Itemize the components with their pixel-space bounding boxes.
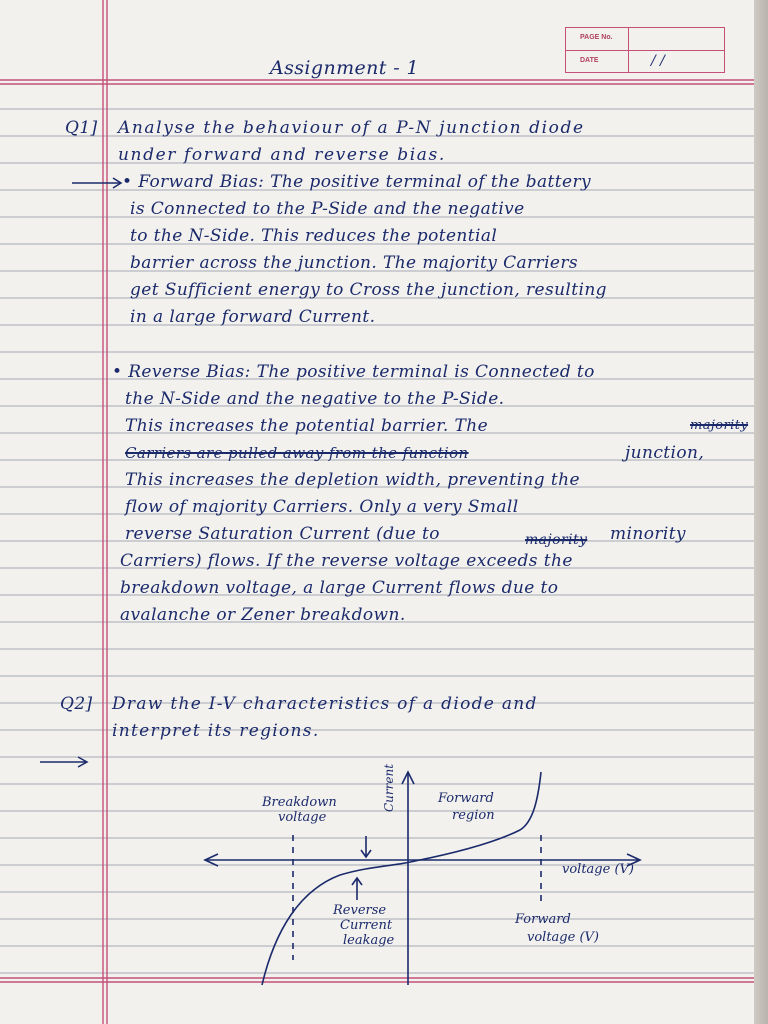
forward-line-6: in a large forward Current.: [130, 307, 376, 327]
forward-voltage-label-2: voltage (V): [527, 930, 599, 945]
forward-line-3: to the N-Side. This reduces the potential: [130, 226, 498, 246]
reverse-line-8: Carriers) flows. If the reverse voltage exceeds the: [120, 551, 573, 571]
reverse-line-2: the N-Side and the negative to the P-Side.: [125, 389, 505, 409]
forward-line-5: get Sufficient energy to Cross the junction, resulting: [130, 280, 607, 300]
reverse-line-1: • Reverse Bias: The positive terminal is Connected to: [112, 362, 595, 382]
forward-line-1: • Forward Bias: The positive terminal of the battery: [122, 172, 591, 192]
q1-line-2: under forward and reverse bias.: [118, 145, 446, 165]
forward-voltage-label-1: Forward: [515, 912, 571, 927]
forward-region-label-1: Forward: [438, 791, 494, 806]
reverse-line-9: breakdown voltage, a large Current flows due to: [120, 578, 559, 598]
struck-phrase: Carriers are pulled away from the function: [125, 444, 469, 462]
current-axis-label: Current: [382, 763, 396, 812]
forward-line-4: barrier across the junction. The majority Carriers: [130, 253, 579, 273]
date-value: / /: [651, 53, 665, 69]
forward-region-label-2: region: [452, 808, 495, 823]
reverse-line-3: This increases the potential barrier. The: [125, 416, 489, 436]
reverse-label-3: leakage: [343, 933, 395, 948]
struck-word-majority-2: majority: [525, 532, 588, 548]
reverse-line-10: avalanche or Zener breakdown.: [120, 605, 406, 625]
reverse-label-2: Current: [340, 918, 393, 933]
reverse-label-1: Reverse: [333, 903, 387, 918]
forward-line-2: is Connected to the P-Side and the negative: [130, 199, 525, 219]
reverse-line-6: flow of majority Carriers. Only a very Small: [125, 497, 519, 517]
breakdown-label-2: voltage: [278, 810, 327, 825]
q1-line-1: Analyse the behaviour of a P-N junction diode: [118, 118, 585, 138]
assignment-title: Assignment - 1: [270, 57, 420, 79]
reverse-line-7: reverse Saturation Current (due to: [125, 524, 440, 544]
breakdown-label-1: Breakdown: [262, 795, 337, 810]
struck-word-majority: majority: [690, 418, 749, 433]
q2-line-1: Draw the I-V characteristics of a diode and: [112, 694, 538, 714]
q2-number: Q2]: [60, 694, 93, 714]
reverse-line-5: This increases the depletion width, preventing the: [125, 470, 580, 490]
date-label: DATE: [580, 57, 599, 64]
page-no-label: PAGE No.: [580, 34, 613, 41]
q1-number: Q1]: [65, 118, 98, 138]
q2-line-2: interpret its regions.: [112, 721, 320, 741]
page-edge: [754, 0, 768, 1024]
voltage-axis-label: voltage (V): [562, 862, 634, 877]
reverse-line-4: junction,: [625, 443, 705, 463]
word-minority: minority: [610, 524, 686, 544]
